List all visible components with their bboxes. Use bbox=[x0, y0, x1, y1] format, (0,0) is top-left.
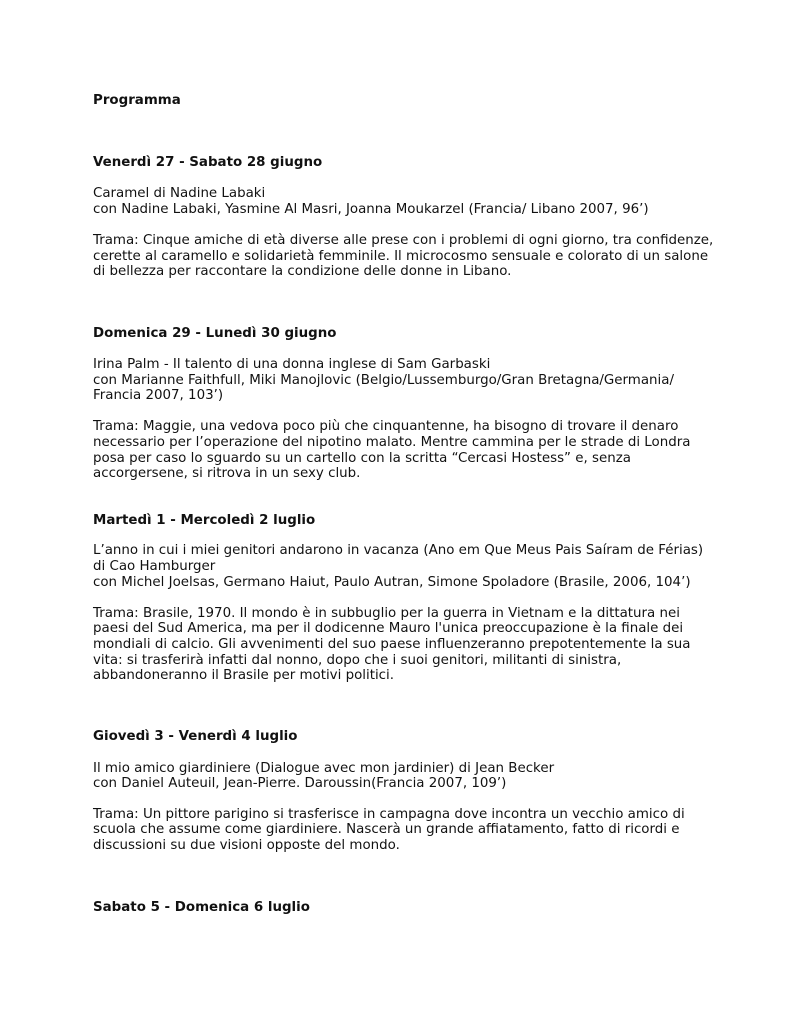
plot-line: abbandoneranno il Brasile per motivi politici. bbox=[93, 668, 395, 683]
plot-line: Trama: Maggie, una vedova poco più che cinquantenne, ha bisogno di trovare il denaro bbox=[93, 419, 679, 434]
plot-line: Trama: Brasile, 1970. Il mondo è in subbuglio per la guerra in Vietnam e la dittatura nei bbox=[93, 606, 680, 621]
film-line: con Marianne Faithfull, Miki Manojlovic (Belgio/Lussemburgo/Gran Bretagna/Germania/ bbox=[93, 373, 674, 388]
film-line: L’anno in cui i miei genitori andarono in vacanza (Ano em Que Meus Pais Saíram de Férias) bbox=[93, 543, 704, 558]
section-heading: Venerdì 27 - Sabato 28 giugno bbox=[93, 155, 323, 170]
film-line: con Daniel Auteuil, Jean-Pierre. Daroussin(Francia 2007, 109’) bbox=[93, 776, 507, 791]
plot-line: discussioni su due visioni opposte del mondo. bbox=[93, 838, 400, 853]
plot-line: mondiali di calcio. Gli avvenimenti del suo paese influenzeranno prepotentemente la sua bbox=[93, 637, 691, 652]
film-line: di Cao Hamburger bbox=[93, 559, 216, 574]
plot-line: necessario per l’operazione del nipotino malato. Mentre cammina per le strade di Londra bbox=[93, 435, 691, 450]
film-line: con Nadine Labaki, Yasmine Al Masri, Joanna Moukarzel (Francia/ Libano 2007, 96’) bbox=[93, 202, 649, 217]
plot-line: cerette al caramello e solidarietà femminile. Il microcosmo sensuale e colorato di un salone bbox=[93, 249, 709, 264]
film-line: Caramel di Nadine Labaki bbox=[93, 186, 266, 201]
film-line: Il mio amico giardiniere (Dialogue avec mon jardinier) di Jean Becker bbox=[93, 761, 555, 776]
section-heading: Sabato 5 - Domenica 6 luglio bbox=[93, 900, 310, 915]
plot-line: vita: si trasferirà infatti dal nonno, dopo che i suoi genitori, militanti di sinistra, bbox=[93, 653, 622, 668]
plot-line: Trama: Un pittore parigino si trasferisce in campagna dove incontra un vecchio amico di bbox=[93, 807, 685, 822]
section-heading: Domenica 29 - Lunedì 30 giugno bbox=[93, 326, 337, 341]
plot-line: Trama: Cinque amiche di età diverse alle prese con i problemi di ogni giorno, tra confidenze, bbox=[93, 233, 714, 248]
plot-line: paesi del Sud America, ma per il dodicenne Mauro l'unica preoccupazione è la finale dei bbox=[93, 621, 684, 636]
plot-line: scuola che assume come giardiniere. Nascerà un grande affiatamento, fatto di ricordi e bbox=[93, 822, 680, 837]
plot-line: di bellezza per raccontare la condizione delle donne in Libano. bbox=[93, 264, 512, 279]
page-title: Programma bbox=[93, 93, 181, 108]
section-heading: Martedì 1 - Mercoledì 2 luglio bbox=[93, 513, 316, 528]
section-heading: Giovedì 3 - Venerdì 4 luglio bbox=[93, 729, 298, 744]
plot-line: accorgersene, si ritrova in un sexy club. bbox=[93, 466, 361, 481]
film-line: Francia 2007, 103’) bbox=[93, 388, 224, 403]
film-line: Irina Palm - Il talento di una donna inglese di Sam Garbaski bbox=[93, 357, 491, 372]
film-line: con Michel Joelsas, Germano Haiut, Paulo Autran, Simone Spoladore (Brasile, 2006, 104’) bbox=[93, 575, 691, 590]
plot-line: posa per caso lo sguardo su un cartello con la scritta “Cercasi Hostess” e, senza bbox=[93, 451, 631, 466]
